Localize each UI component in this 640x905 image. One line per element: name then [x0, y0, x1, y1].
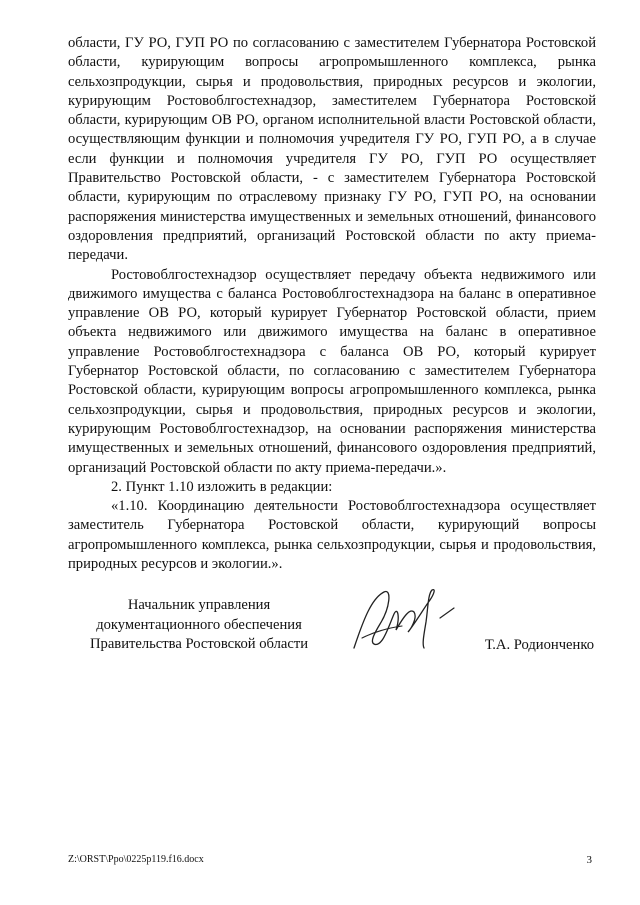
footer-file-path: Z:\ORST\Ppo\0225p119.f16.docx [68, 854, 204, 865]
signature-block [68, 596, 596, 656]
paragraph-3: 2. Пункт 1.10 изложить в редакции: [111, 478, 333, 495]
signatory-title [68, 596, 330, 655]
signatory-title-line-2: документационного обеспечения [96, 616, 302, 633]
signatory-title-line-1: Начальник управления [127, 597, 271, 613]
handwritten-signature [344, 578, 464, 662]
paragraph-4: «1.10. Координацию деятельности Ростовоблгостехнадзора осуществляет заместитель Губернатора Ростовской области, курирующий вопросы агропромышленного комплекса, рынка сельхозпродукции, сырья и продовольствия, природных ресурсов и экологии.». [68, 498, 596, 573]
page-footer [68, 853, 596, 867]
page-number: 3 [586, 854, 592, 866]
paragraph-2: Ростовоблгостехнадзор осуществляет передачу объекта недвижимого или движимого имущества с баланса Ростовоблгостехнадзора на баланс в оперативное управление ОВ РО, который курирует Губернатор Ростовской области, прием объекта недвижимого или движимого имущества на баланс в оперативное управление Ростовоблгостехнадзора с баланса ОВ РО, который курирует Губернатор Ростовской области, по согласованию с заместителем Губернатора Ростовской области, курирующим вопросы агропромышленного комплекса, рынка сельхозпродукции, сырья и продовольствия, природных ресурсов и экологии, курирующим Ростовоблгостехнадзор, на основании распоряжения министерства имущественных и земельных отношений, финансового оздоровления предприятий, организаций Ростовской области по акту приема-передачи.». [68, 266, 596, 476]
signatory-title-line-3: Правительства Ростовской области [89, 636, 309, 652]
paragraph-1: области, ГУ РО, ГУП РО по согласованию с заместителем Губернатора Ростовской области, курирующим вопросы агропромышленного комплекса, рынка сельхозпродукции, сырья и продовольствия, природных ресурсов и экологии, курирующим Ростовоблгостехнадзор, заместителем Губернатора Ростовской области, курирующим ОВ РО, органом исполнительной власти Ростовской области, осуществляющим функции и полномочия учредителя ГУ РО, ГУП РО, а в случае если функции и полномочия учредителя ГУ РО, ГУП РО осуществляет Правительство Ростовской области, - с заместителем Губернатора Ростовской области, курирующим по отраслевому признаку ГУ РО, ГУП РО, на основании распоряжения министерства имущественных и земельных отношений, финансового оздоровления предприятий, организаций Ростовской области по акту приема-передачи. [68, 35, 596, 264]
document-body [68, 34, 596, 574]
signatory-name: Т.А. Родионченко [484, 637, 594, 653]
